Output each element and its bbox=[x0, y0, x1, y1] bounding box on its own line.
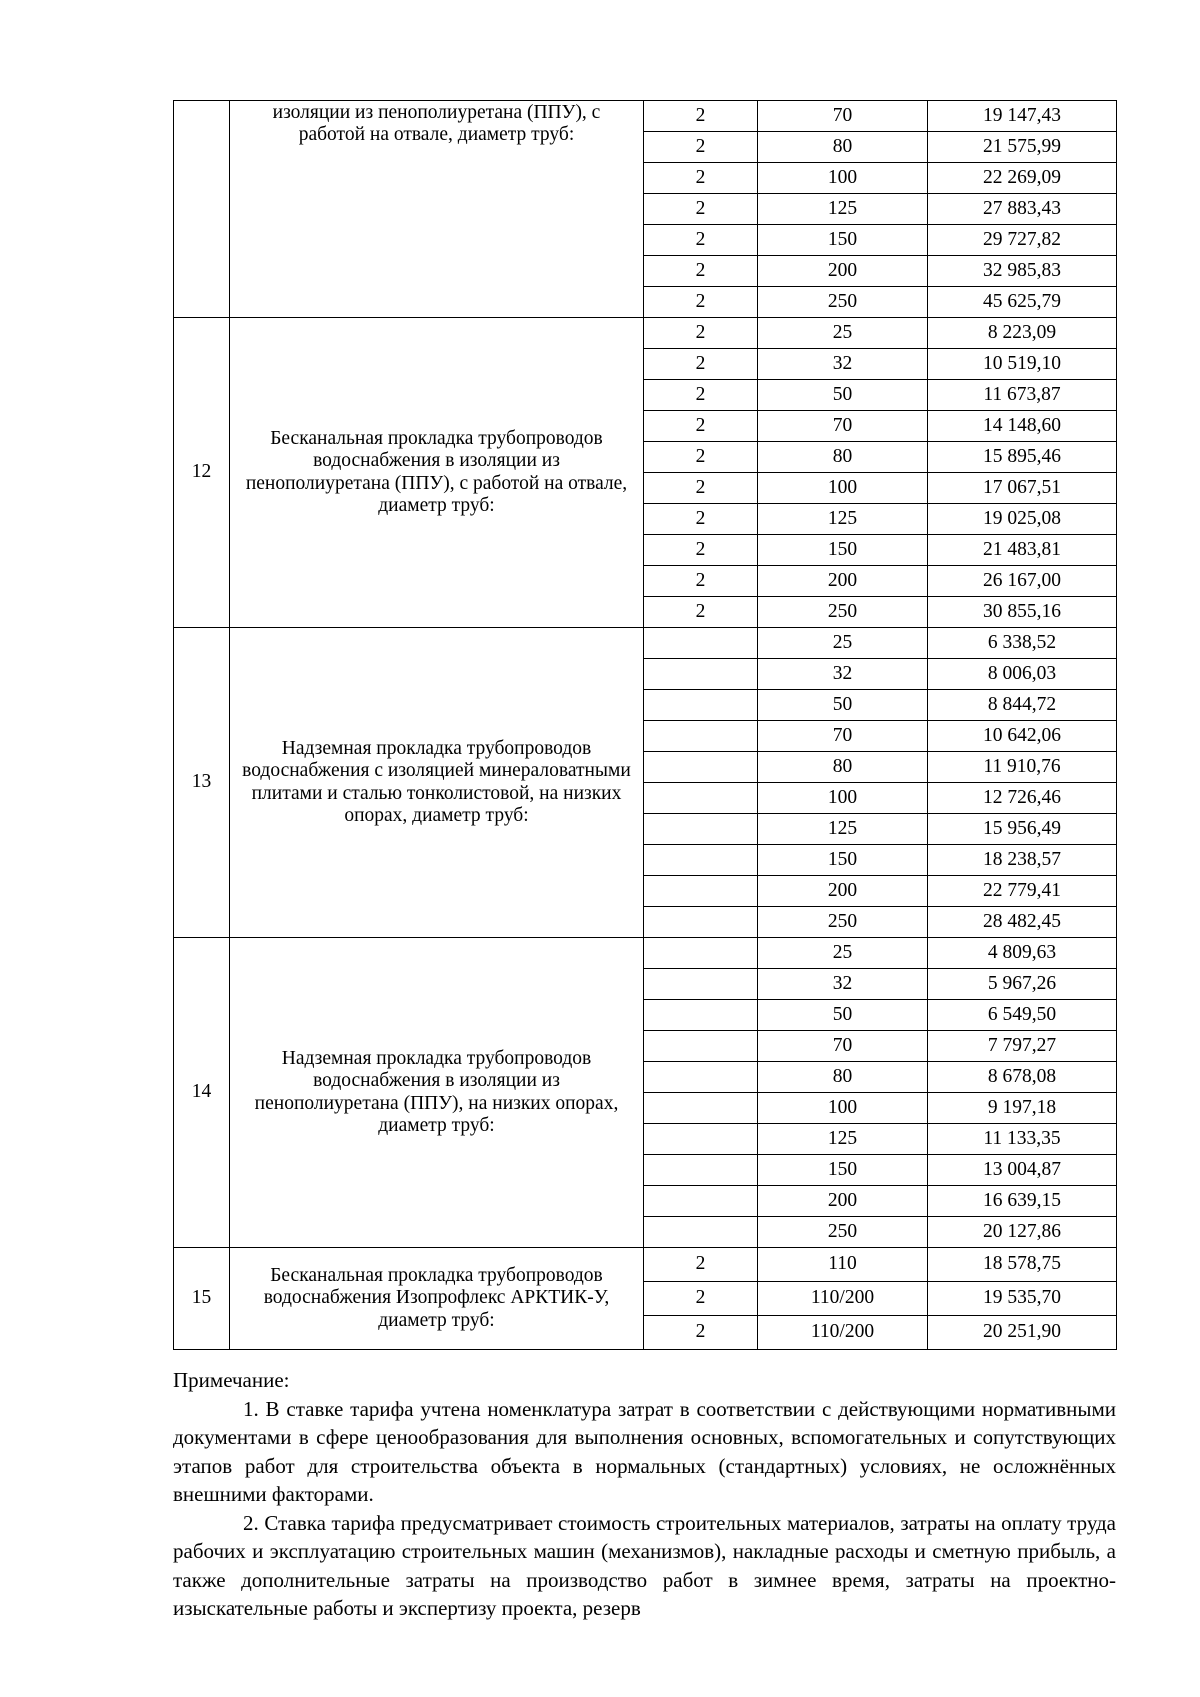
quantity-cell: 2 bbox=[644, 163, 758, 194]
note-item-1: 1. В ставке тарифа учтена номенклатура затрат в соответствии с действующими нормативными документами в сфере ценообразования для выполнения основных, вспомогательных и сопутствующих этапов работ для строительства объекта в нормальных (стандартных) условиях, не осложнённых внешними факторами. bbox=[173, 1396, 1116, 1506]
table-group bbox=[174, 1248, 1117, 1350]
quantity-cell: 2 bbox=[644, 256, 758, 287]
note-item-2: 2. Ставка тарифа предусматривает стоимость строительных материалов, затраты на оплату труда рабочих и эксплуатацию строительных машин (механизмов), накладные расходы и сметную прибыль, а также дополнительные затраты на производство работ в зимнее время, затраты на проектно-изыскательные работы и экспертизу проекта, резерв bbox=[173, 1510, 1116, 1620]
diameter-cell: 50 bbox=[758, 1000, 928, 1031]
quantity-cell bbox=[644, 845, 758, 876]
item-description-cell: Надземная прокладка трубопроводов водоснабжения в изоляции из пенополиуретана (ППУ), на низких опорах, диаметр труб: bbox=[230, 938, 644, 1248]
quantity-cell: 2 bbox=[644, 349, 758, 380]
diameter-cell: 50 bbox=[758, 690, 928, 721]
diameter-cell: 110/200 bbox=[758, 1316, 928, 1350]
diameter-cell: 110/200 bbox=[758, 1282, 928, 1316]
table-group bbox=[174, 938, 1117, 1248]
table-row bbox=[174, 938, 1117, 969]
table-group bbox=[174, 101, 1117, 318]
diameter-cell: 150 bbox=[758, 225, 928, 256]
diameter-cell: 100 bbox=[758, 1093, 928, 1124]
quantity-cell: 2 bbox=[644, 101, 758, 132]
quantity-cell bbox=[644, 1217, 758, 1248]
quantity-cell bbox=[644, 752, 758, 783]
price-cell: 8 678,08 bbox=[928, 1062, 1117, 1093]
price-cell: 19 147,43 bbox=[928, 101, 1117, 132]
diameter-cell: 200 bbox=[758, 876, 928, 907]
price-cell: 14 148,60 bbox=[928, 411, 1117, 442]
quantity-cell bbox=[644, 1093, 758, 1124]
quantity-cell bbox=[644, 1062, 758, 1093]
item-description-cell: Бесканальная прокладка трубопроводов водоснабжения в изоляции из пенополиуретана (ППУ), с работой на отвале, диаметр труб: bbox=[230, 318, 644, 628]
table-group bbox=[174, 628, 1117, 938]
price-cell: 15 956,49 bbox=[928, 814, 1117, 845]
table-row bbox=[174, 628, 1117, 659]
price-cell: 21 575,99 bbox=[928, 132, 1117, 163]
diameter-cell: 25 bbox=[758, 628, 928, 659]
price-cell: 27 883,43 bbox=[928, 194, 1117, 225]
table-row bbox=[174, 1248, 1117, 1282]
diameter-cell: 250 bbox=[758, 597, 928, 628]
price-cell: 7 797,27 bbox=[928, 1031, 1117, 1062]
table-row bbox=[174, 318, 1117, 349]
price-cell: 6 549,50 bbox=[928, 1000, 1117, 1031]
quantity-cell: 2 bbox=[644, 318, 758, 349]
price-cell: 19 535,70 bbox=[928, 1282, 1117, 1316]
quantity-cell bbox=[644, 628, 758, 659]
diameter-cell: 70 bbox=[758, 1031, 928, 1062]
diameter-cell: 80 bbox=[758, 442, 928, 473]
price-cell: 5 967,26 bbox=[928, 969, 1117, 1000]
price-cell: 22 779,41 bbox=[928, 876, 1117, 907]
diameter-cell: 250 bbox=[758, 1217, 928, 1248]
diameter-cell: 80 bbox=[758, 1062, 928, 1093]
diameter-cell: 125 bbox=[758, 504, 928, 535]
price-cell: 8 844,72 bbox=[928, 690, 1117, 721]
diameter-cell: 150 bbox=[758, 535, 928, 566]
quantity-cell bbox=[644, 814, 758, 845]
item-description-cell: Надземная прокладка трубопроводов водоснабжения с изоляцией минераловатными плитами и сталью тонколистовой, на низких опорах, диаметр труб: bbox=[230, 628, 644, 938]
table-row bbox=[174, 101, 1117, 132]
tariff-table bbox=[173, 100, 1117, 1350]
price-cell: 28 482,45 bbox=[928, 907, 1117, 938]
price-cell: 17 067,51 bbox=[928, 473, 1117, 504]
diameter-cell: 32 bbox=[758, 969, 928, 1000]
item-number-cell: 15 bbox=[174, 1248, 230, 1350]
quantity-cell: 2 bbox=[644, 1316, 758, 1350]
item-number-cell: 14 bbox=[174, 938, 230, 1248]
item-description-cell: Бесканальная прокладка трубопроводов водоснабжения Изопрофлекс АРКТИК-У, диаметр труб: bbox=[230, 1248, 644, 1350]
price-cell: 8 006,03 bbox=[928, 659, 1117, 690]
price-cell: 22 269,09 bbox=[928, 163, 1117, 194]
price-cell: 20 127,86 bbox=[928, 1217, 1117, 1248]
quantity-cell: 2 bbox=[644, 442, 758, 473]
diameter-cell: 150 bbox=[758, 1155, 928, 1186]
quantity-cell bbox=[644, 969, 758, 1000]
quantity-cell: 2 bbox=[644, 1248, 758, 1282]
diameter-cell: 70 bbox=[758, 721, 928, 752]
quantity-cell bbox=[644, 690, 758, 721]
price-cell: 29 727,82 bbox=[928, 225, 1117, 256]
price-cell: 16 639,15 bbox=[928, 1186, 1117, 1217]
quantity-cell: 2 bbox=[644, 1282, 758, 1316]
item-number-cell: 13 bbox=[174, 628, 230, 938]
price-cell: 11 673,87 bbox=[928, 380, 1117, 411]
quantity-cell bbox=[644, 721, 758, 752]
quantity-cell bbox=[644, 1155, 758, 1186]
quantity-cell: 2 bbox=[644, 504, 758, 535]
price-cell: 13 004,87 bbox=[928, 1155, 1117, 1186]
quantity-cell: 2 bbox=[644, 225, 758, 256]
quantity-cell: 2 bbox=[644, 597, 758, 628]
item-number-cell: 12 bbox=[174, 318, 230, 628]
diameter-cell: 25 bbox=[758, 938, 928, 969]
notes-title: Примечание: bbox=[173, 1368, 290, 1392]
price-cell: 30 855,16 bbox=[928, 597, 1117, 628]
price-cell: 10 642,06 bbox=[928, 721, 1117, 752]
price-cell: 4 809,63 bbox=[928, 938, 1117, 969]
price-cell: 20 251,90 bbox=[928, 1316, 1117, 1350]
price-cell: 12 726,46 bbox=[928, 783, 1117, 814]
price-cell: 15 895,46 bbox=[928, 442, 1117, 473]
quantity-cell: 2 bbox=[644, 194, 758, 225]
diameter-cell: 125 bbox=[758, 194, 928, 225]
price-cell: 9 197,18 bbox=[928, 1093, 1117, 1124]
diameter-cell: 80 bbox=[758, 132, 928, 163]
quantity-cell bbox=[644, 1186, 758, 1217]
diameter-cell: 200 bbox=[758, 566, 928, 597]
diameter-cell: 100 bbox=[758, 783, 928, 814]
price-cell: 11 910,76 bbox=[928, 752, 1117, 783]
quantity-cell bbox=[644, 938, 758, 969]
quantity-cell: 2 bbox=[644, 380, 758, 411]
price-cell: 18 238,57 bbox=[928, 845, 1117, 876]
item-description-cell: изоляции из пенополиуретана (ППУ), с работой на отвале, диаметр труб: bbox=[230, 101, 644, 318]
quantity-cell bbox=[644, 876, 758, 907]
quantity-cell: 2 bbox=[644, 566, 758, 597]
quantity-cell bbox=[644, 1031, 758, 1062]
price-cell: 18 578,75 bbox=[928, 1248, 1117, 1282]
quantity-cell bbox=[644, 783, 758, 814]
diameter-cell: 32 bbox=[758, 349, 928, 380]
quantity-cell: 2 bbox=[644, 132, 758, 163]
quantity-cell: 2 bbox=[644, 473, 758, 504]
price-cell: 11 133,35 bbox=[928, 1124, 1117, 1155]
diameter-cell: 150 bbox=[758, 845, 928, 876]
diameter-cell: 250 bbox=[758, 287, 928, 318]
price-cell: 19 025,08 bbox=[928, 504, 1117, 535]
price-cell: 26 167,00 bbox=[928, 566, 1117, 597]
diameter-cell: 250 bbox=[758, 907, 928, 938]
diameter-cell: 32 bbox=[758, 659, 928, 690]
quantity-cell bbox=[644, 659, 758, 690]
diameter-cell: 70 bbox=[758, 101, 928, 132]
price-cell: 45 625,79 bbox=[928, 287, 1117, 318]
price-cell: 21 483,81 bbox=[928, 535, 1117, 566]
diameter-cell: 80 bbox=[758, 752, 928, 783]
price-cell: 6 338,52 bbox=[928, 628, 1117, 659]
quantity-cell: 2 bbox=[644, 535, 758, 566]
quantity-cell bbox=[644, 1124, 758, 1155]
item-number-cell bbox=[174, 101, 230, 318]
price-cell: 8 223,09 bbox=[928, 318, 1117, 349]
quantity-cell bbox=[644, 907, 758, 938]
diameter-cell: 25 bbox=[758, 318, 928, 349]
quantity-cell: 2 bbox=[644, 287, 758, 318]
diameter-cell: 110 bbox=[758, 1248, 928, 1282]
quantity-cell bbox=[644, 1000, 758, 1031]
diameter-cell: 125 bbox=[758, 1124, 928, 1155]
notes-section bbox=[173, 1366, 1116, 1623]
diameter-cell: 100 bbox=[758, 163, 928, 194]
diameter-cell: 200 bbox=[758, 256, 928, 287]
diameter-cell: 100 bbox=[758, 473, 928, 504]
diameter-cell: 70 bbox=[758, 411, 928, 442]
diameter-cell: 50 bbox=[758, 380, 928, 411]
quantity-cell: 2 bbox=[644, 411, 758, 442]
price-cell: 10 519,10 bbox=[928, 349, 1117, 380]
price-cell: 32 985,83 bbox=[928, 256, 1117, 287]
diameter-cell: 125 bbox=[758, 814, 928, 845]
diameter-cell: 200 bbox=[758, 1186, 928, 1217]
table-group bbox=[174, 318, 1117, 628]
